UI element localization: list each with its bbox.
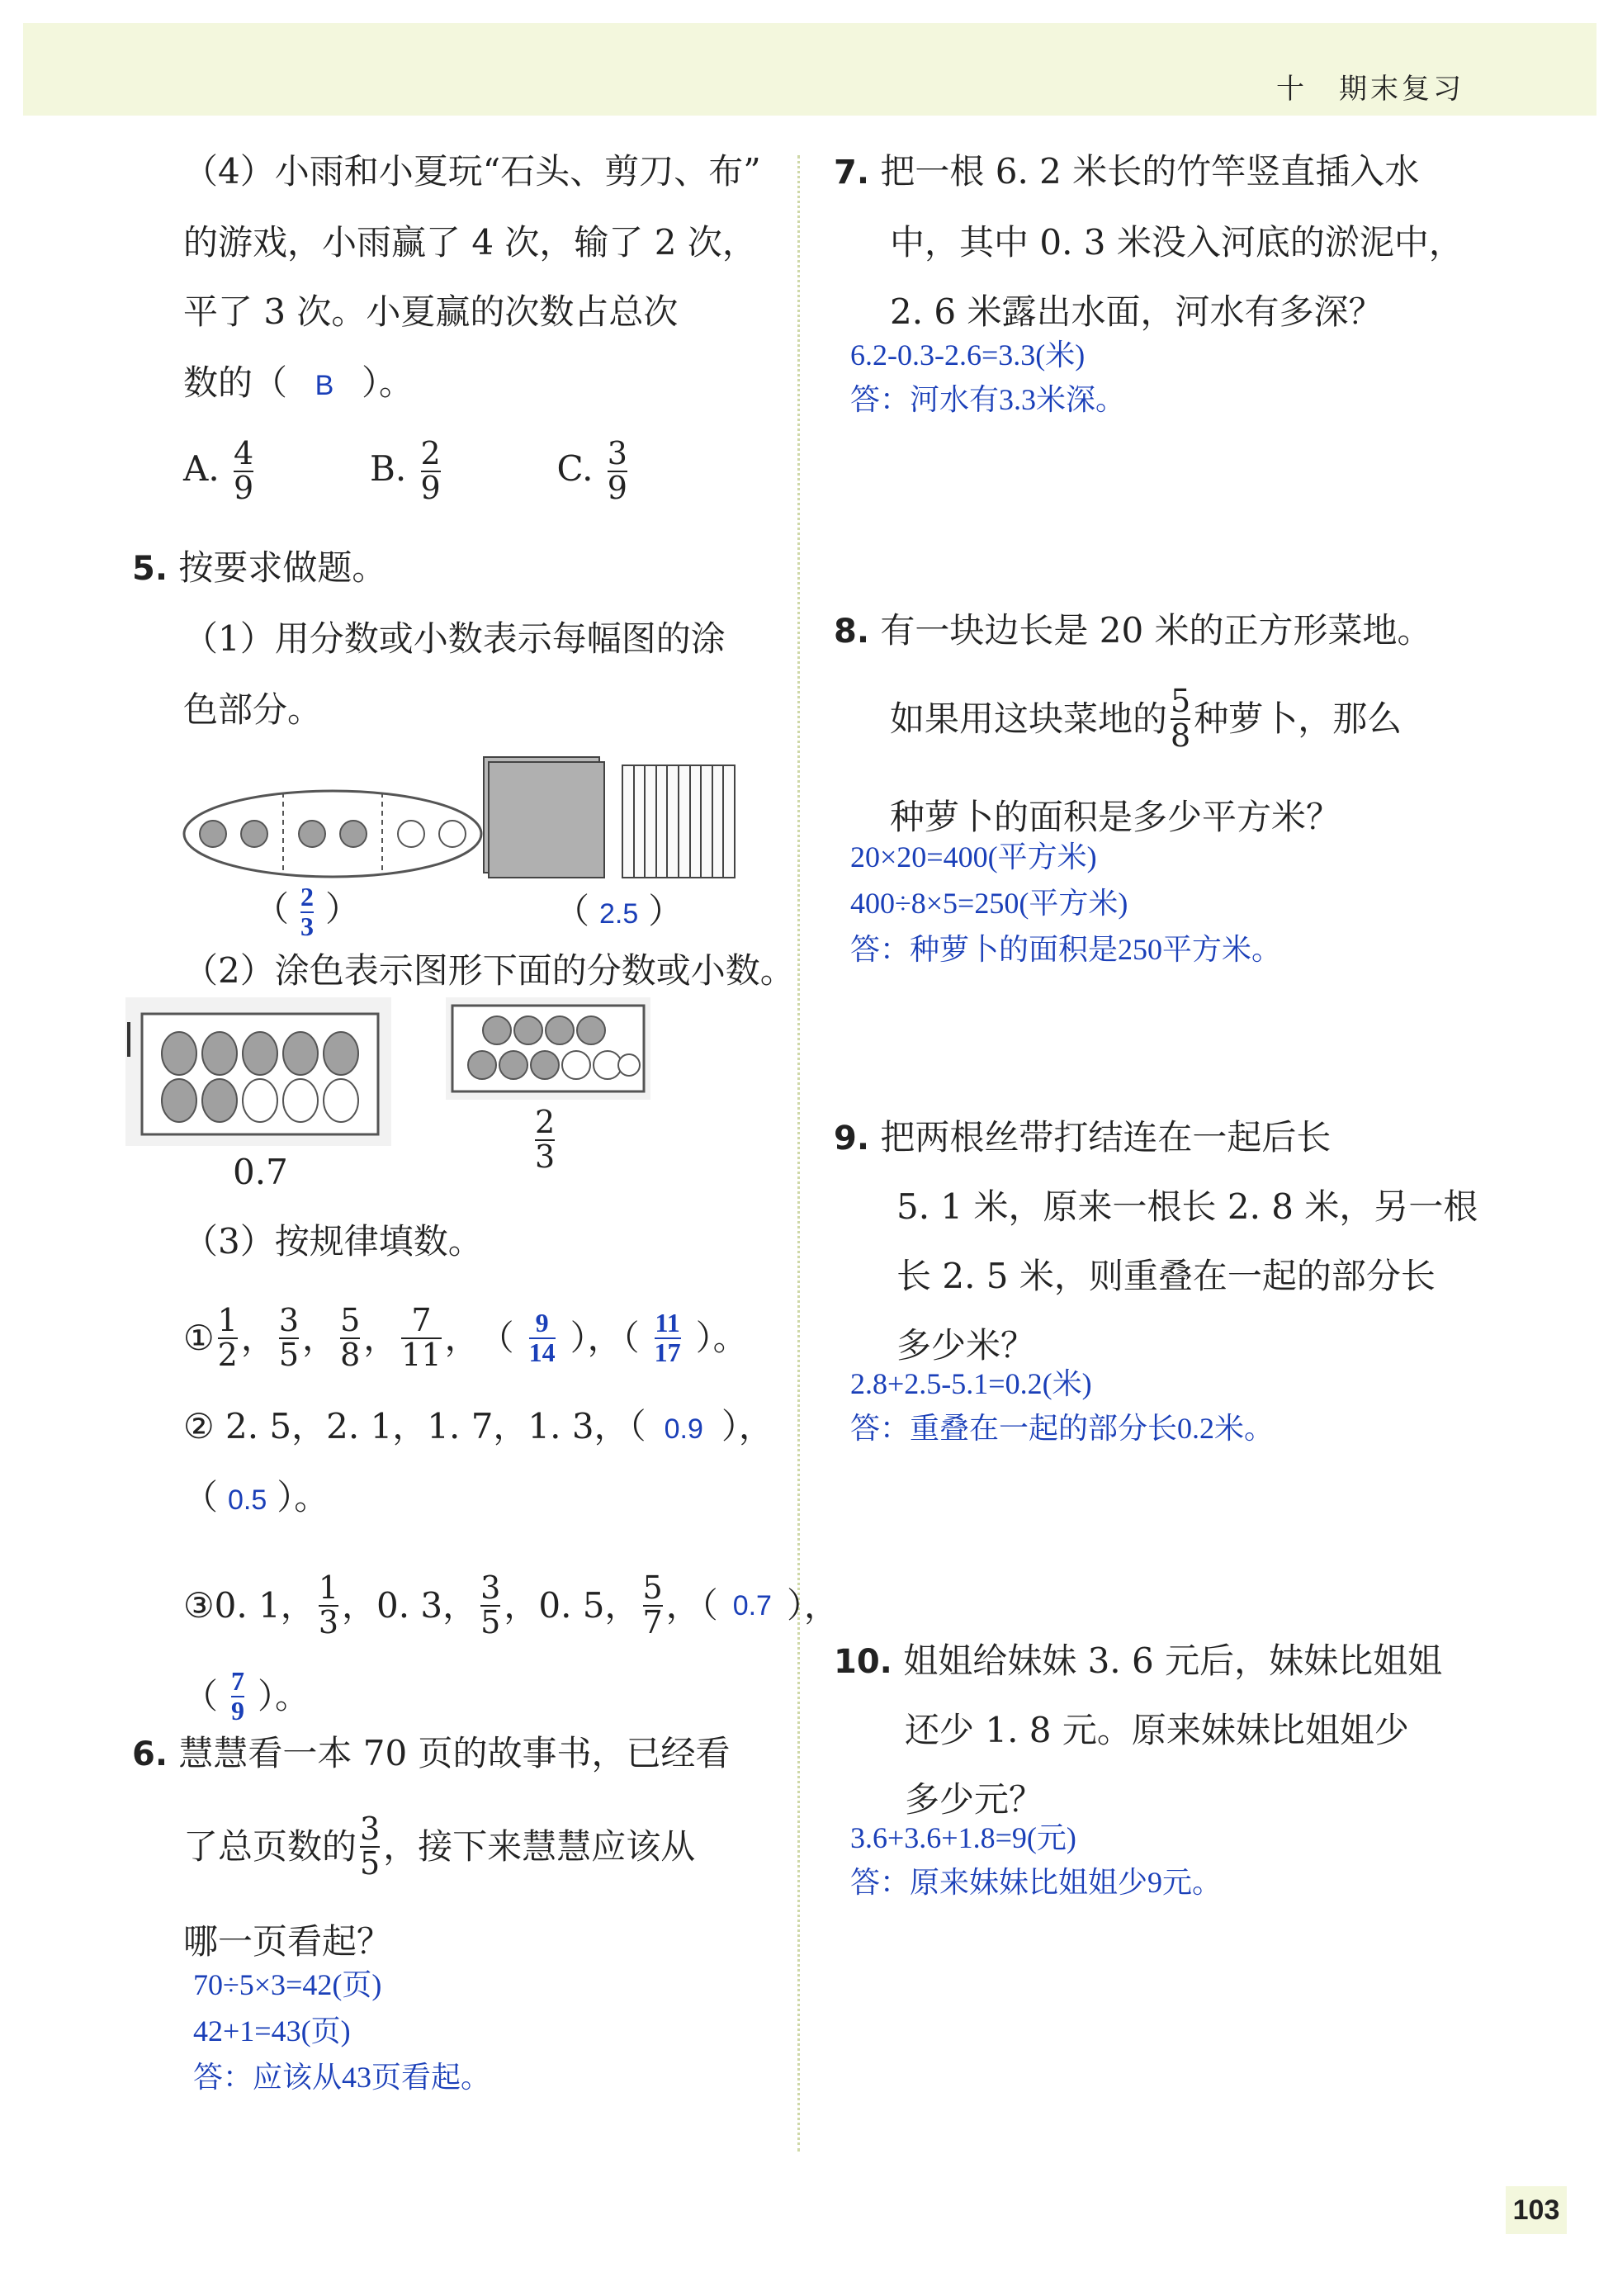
q4-line4: [183, 360, 414, 409]
q9-answer-1: 2.8+2.5-5.1=0.2(米): [850, 1367, 1092, 1400]
q4-option-b-frac: [420, 435, 441, 506]
frac-num: 5: [1171, 683, 1191, 719]
row3-frac-1: [318, 1569, 338, 1640]
frac-num: 3: [480, 1569, 501, 1606]
q10-answer-1: 3.6+3.6+1.8=9(元): [850, 1821, 1076, 1854]
q9-number: 9.: [834, 1120, 870, 1157]
q10-line2: 还少 1. 8 元。原来妹妹比姐姐少: [905, 1710, 1409, 1750]
frac-den: 9: [234, 469, 254, 506]
pattern-row-2b: [183, 1475, 329, 1523]
q6-line2-pre: 了总页数的: [183, 1825, 357, 1867]
q4-line3: 平了 3 次。小夏赢的次数占总次: [183, 291, 679, 332]
frac-num: 5: [340, 1302, 361, 1338]
q6-answer-2: 42+1=43(页): [193, 2014, 351, 2047]
q8-number: 8.: [834, 613, 870, 651]
frac-num: 7: [231, 1666, 245, 1696]
q6-line3: 哪一页看起？: [183, 1921, 392, 1962]
twelve-circles-figure: [446, 997, 650, 1100]
frac-num: 7: [411, 1302, 432, 1338]
q9-line1: [834, 1115, 1331, 1162]
frac-num: 9: [535, 1308, 549, 1338]
frac-den: 9: [231, 1695, 245, 1726]
q4-line4-pre: 数的（: [183, 362, 288, 403]
frac-num: 3: [360, 1811, 381, 1847]
frac-den: 9: [420, 469, 441, 506]
q9-line2: 5. 1 米，原来一根长 2. 8 米，另一根: [896, 1186, 1478, 1227]
frac-den: 17: [654, 1337, 681, 1367]
row2-answer-1: 0.9: [664, 1413, 703, 1445]
row1-answer-2: [655, 1309, 681, 1366]
frac-num: 11: [655, 1308, 680, 1338]
row1-answer-1: [529, 1309, 556, 1366]
q7-line1-text: 把一根 6. 2 米长的竹竿竖直插入水: [880, 151, 1420, 192]
ten-circles-figure-a: [125, 997, 391, 1146]
squares-figure: [482, 755, 740, 879]
pattern-row-3b: [183, 1668, 310, 1725]
q8-answer-2: 400÷8×5=250(平方米): [850, 887, 1128, 920]
row1-mark: ①: [183, 1317, 215, 1358]
q10-line3: 多少元？: [905, 1779, 1044, 1820]
q7-number: 7.: [834, 154, 870, 192]
q6-answer-3: 答：应该从43页看起。: [193, 2061, 491, 2094]
comma: ，: [240, 1317, 276, 1358]
fig4-label: [532, 1106, 558, 1174]
frac-num: 2: [300, 882, 315, 911]
q4-option-b: B.: [369, 447, 407, 489]
q8-answer-1: 20×20=400(平方米): [850, 840, 1097, 873]
q7-line2: 中，其中 0. 3 米没入河底的淤泥中，: [890, 222, 1464, 263]
frac-den: 8: [1171, 717, 1191, 754]
row2-text: ② 2. 5，2. 1，1. 7，1. 3，（: [183, 1406, 646, 1446]
comma: ，: [302, 1317, 338, 1358]
q6-number: 6.: [132, 1735, 168, 1773]
frac-den: 7: [642, 1603, 663, 1640]
frac-num: 2: [420, 435, 441, 471]
fig2-answer-value: 2.5: [599, 898, 639, 930]
frac-den: 5: [278, 1336, 300, 1373]
q9-line4: 多少米？: [896, 1325, 1036, 1366]
frac-num: 3: [607, 435, 627, 471]
q5-title: 按要求做题。: [178, 547, 387, 588]
frac-den: 8: [340, 1336, 361, 1373]
q4-option-c-frac: [607, 435, 627, 506]
q6-frac: [360, 1813, 380, 1881]
q5-p1-line2: 色部分。: [183, 689, 323, 730]
page-number: 103: [1506, 2186, 1567, 2234]
q6-line1: [132, 1730, 731, 1778]
row2-answer-2: 0.5: [228, 1484, 267, 1516]
paren-close: ）: [648, 891, 684, 931]
row3b-close: ）。: [258, 1675, 310, 1716]
q7-line1: [834, 149, 1419, 196]
q5-heading: [132, 545, 386, 592]
q7-answer-2: 答：河水有3.3米深。: [850, 383, 1126, 416]
paren-open: （: [254, 888, 290, 930]
row1-frac: [218, 1304, 238, 1372]
paren-open: （: [183, 1675, 219, 1716]
q8-line3: 种萝卜的面积是多少平方米？: [890, 797, 1341, 837]
fig1-answer: [254, 883, 360, 940]
q4-option-a: A.: [183, 447, 220, 489]
paren-open: （: [183, 1477, 219, 1517]
row1-frac: [279, 1304, 299, 1372]
q9-line3: 长 2. 5 米，则重叠在一起的部分长: [896, 1256, 1436, 1296]
frac-den: 3: [318, 1603, 338, 1640]
q5-number: 5.: [132, 550, 168, 588]
row3-frac-2: [480, 1569, 501, 1640]
q5-p3-line: （3）按规律填数。: [183, 1221, 483, 1262]
q8-line2-pre: 如果用这块菜地的: [890, 698, 1168, 739]
frac-den: 14: [528, 1337, 556, 1367]
frac-num: 3: [278, 1302, 300, 1338]
row2-close: ），: [721, 1406, 773, 1446]
q4-answer: B: [315, 370, 334, 401]
frac-den: 5: [480, 1603, 501, 1640]
q7-answer-1: 6.2-0.3-2.6=3.3(米): [850, 338, 1086, 372]
row1-close-1: ），（: [570, 1317, 640, 1358]
frac-den: 3: [300, 911, 315, 941]
paren-close: ）: [325, 888, 361, 930]
fig1-answer-frac: [300, 883, 314, 940]
comma: ，: [363, 1317, 399, 1358]
q6-answer-1: 70÷5×3=42(页): [193, 1968, 382, 2001]
q8-line1: [834, 608, 1432, 655]
column-divider: [797, 155, 800, 2152]
frac-den: 3: [535, 1138, 556, 1175]
row3-a: 0. 1，: [214, 1584, 315, 1626]
frac-den: 11: [401, 1336, 442, 1373]
fig2-answer: [555, 888, 683, 937]
q4-line4-post: ）。: [362, 362, 414, 403]
q4-line2: 的游戏，小雨赢了 4 次，输了 2 次，: [183, 222, 757, 263]
q10-line1-text: 姐姐给妹妹 3. 6 元后，妹妹比姐姐: [903, 1640, 1443, 1681]
q8-frac: [1171, 685, 1190, 753]
q8-line2-post: 种萝卜，那么: [1194, 698, 1403, 739]
frac-num: 1: [217, 1302, 238, 1338]
q6-line2-post: ，接下来慧慧应该从: [383, 1825, 696, 1867]
q7-line3: 2. 6 米露出水面，河水有多深？: [890, 291, 1384, 332]
row1-frac: [340, 1304, 360, 1372]
row1-frac: [401, 1304, 441, 1372]
q4-options: [183, 435, 631, 506]
ellipse-circles-figure: [180, 784, 485, 883]
row3-frac-3: [642, 1569, 663, 1640]
row3-open: ，（: [665, 1584, 718, 1626]
q10-number: 10.: [834, 1643, 892, 1681]
row3-c: ，0. 5，: [504, 1584, 640, 1626]
row3-answer-1: 0.7: [732, 1589, 772, 1621]
q4-line1: （4）小雨和小夏玩“石头、剪刀、布”: [183, 151, 761, 192]
q4-option-a-frac: [234, 435, 254, 506]
q5-p2-line: （2）涂色表示图形下面的分数或小数。: [183, 950, 795, 991]
row3-mark: ③: [183, 1584, 215, 1626]
row3-close: ），: [786, 1584, 839, 1626]
pattern-row-1: [183, 1304, 748, 1372]
q5-p1-line1: （1）用分数或小数表示每幅图的涂: [183, 618, 726, 659]
row3-b: ，0. 3，: [342, 1584, 478, 1626]
frac-den: 9: [607, 469, 627, 506]
row1-open-1: （: [479, 1317, 514, 1358]
frac-den: 2: [217, 1336, 238, 1373]
q8-line1-text: 有一块边长是 20 米的正方形菜地。: [880, 610, 1432, 651]
q8-line2: [890, 685, 1402, 753]
q6-line1-text: 慧慧看一本 70 页的故事书，已经看: [178, 1733, 731, 1773]
q10-line1: [834, 1638, 1442, 1685]
q9-answer-2: 答：重叠在一起的部分长0.2米。: [850, 1412, 1275, 1445]
frac-den: 5: [360, 1844, 381, 1882]
fig4-frac: [535, 1106, 555, 1174]
row1-fractions: [215, 1304, 480, 1372]
q4-option-c: C.: [556, 447, 594, 489]
frac-num: 2: [535, 1104, 556, 1140]
q9-line1-text: 把两根丝带打结连在一起后长: [880, 1117, 1332, 1157]
q6-line2: [183, 1813, 695, 1881]
fig3-label: 0.7: [233, 1152, 288, 1192]
row3-answer-2: [231, 1668, 244, 1725]
frac-num: 5: [642, 1569, 663, 1606]
frac-num: 1: [318, 1569, 338, 1606]
comma: ，: [444, 1317, 480, 1358]
paren-open: （: [555, 891, 590, 931]
q8-answer-3: 答：种萝卜的面积是250平方米。: [850, 933, 1282, 966]
frac-num: 4: [234, 435, 254, 471]
row2b-close: ）。: [277, 1477, 329, 1517]
row1-close-2: ）。: [695, 1317, 748, 1358]
q10-answer-2: 答：原来妹妹比姐姐少9元。: [850, 1866, 1223, 1899]
pattern-row-3: [183, 1569, 839, 1640]
chapter-title: 十 期末复习: [1276, 73, 1464, 106]
pattern-row-2: [183, 1404, 773, 1452]
